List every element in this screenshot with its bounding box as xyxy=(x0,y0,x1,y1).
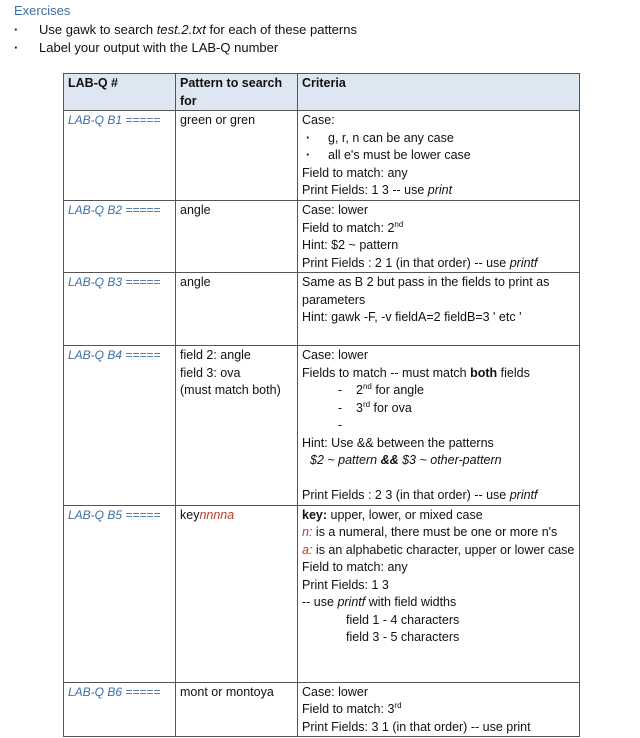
criteria-bullet: · g, r, n can be any case xyxy=(302,130,575,148)
criteria-line: Hint: Use && between the patterns xyxy=(302,435,494,450)
criteria-line: Case: lower xyxy=(302,684,368,699)
code-text: $2 ~ pattern xyxy=(310,453,378,467)
criteria-line xyxy=(302,182,575,200)
command-name: printf xyxy=(509,255,538,270)
criteria-line xyxy=(302,594,575,612)
instruction-text: for each of these patterns xyxy=(205,22,357,37)
criteria-line: Case: xyxy=(302,113,335,127)
pattern-text: key xyxy=(180,507,200,522)
criteria-line xyxy=(302,452,575,470)
instructions-list xyxy=(14,21,357,57)
command-name: printf xyxy=(337,595,366,609)
instruction-item: · Label your output with the LAB-Q number xyxy=(14,39,357,57)
criteria-line: Print Fields: 1 3 xyxy=(302,577,389,592)
criteria-line: Case: lower xyxy=(302,203,368,217)
code-operator: && xyxy=(380,453,399,467)
lab-q-cell: LAB-Q B1 ===== xyxy=(64,111,176,201)
criteria-cell xyxy=(298,682,580,737)
table-row xyxy=(64,201,580,273)
criteria-text: 2 xyxy=(356,383,363,397)
lab-q-cell: LAB-Q B3 ===== xyxy=(64,273,176,346)
command-name: printf xyxy=(509,488,538,502)
header-criteria: Criteria xyxy=(298,74,580,111)
ordinal-suffix: nd xyxy=(362,381,372,391)
criteria-text: Field to match: 2 xyxy=(302,220,395,235)
criteria-line: Hint: $2 ~ pattern xyxy=(302,238,399,252)
criteria-text: for angle xyxy=(371,383,424,397)
criteria-line xyxy=(302,524,575,542)
criteria-text: Field to match: 3 xyxy=(302,702,395,716)
criteria-line: Field to match: any xyxy=(302,560,408,574)
pattern-placeholder: nnnna xyxy=(199,507,235,522)
lab-q-cell: LAB-Q B4 ===== xyxy=(64,346,176,506)
criteria-text: Print Fields : 2 1 (in that order) -- use xyxy=(302,255,510,270)
criteria-text: is an alphabetic character, upper or lower case xyxy=(312,542,575,557)
table-row xyxy=(64,682,580,737)
criteria-text: with field widths xyxy=(365,595,457,609)
criteria-text: Fields to match -- must match xyxy=(302,365,471,380)
criteria-cell xyxy=(298,505,580,682)
pattern-cell: mont or montoya xyxy=(176,682,298,737)
ordinal-suffix: rd xyxy=(362,399,371,409)
criteria-line xyxy=(302,719,575,737)
criteria-line: Same as B 2 but pass in the fields to print as parameters xyxy=(302,275,550,307)
criteria-line xyxy=(302,220,575,238)
placeholder-label: a: xyxy=(302,542,313,557)
pattern-cell xyxy=(176,505,298,682)
header-lab-q: LAB-Q # xyxy=(64,74,176,111)
criteria-text: Print Fields : 2 3 (in that order) -- use xyxy=(302,488,510,502)
code-text: $3 ~ other-pattern xyxy=(402,453,502,467)
pattern-cell: angle xyxy=(176,201,298,273)
criteria-cell xyxy=(298,111,580,201)
table-row xyxy=(64,273,580,346)
criteria-text: 3 xyxy=(356,400,363,415)
criteria-cell xyxy=(298,201,580,273)
instruction-item xyxy=(14,21,357,39)
pattern-cell xyxy=(176,346,298,506)
emphasis-text: key: xyxy=(302,507,328,522)
criteria-dash-item xyxy=(302,417,575,435)
criteria-line: Field to match: any xyxy=(302,165,408,180)
criteria-line xyxy=(302,701,575,719)
criteria-dash-item xyxy=(302,382,575,400)
criteria-text: fields xyxy=(497,365,530,380)
table-row xyxy=(64,505,580,682)
criteria-line: Hint: gawk -F, -v fieldA=2 fieldB=3 ' etc ' xyxy=(302,310,522,324)
ordinal-suffix: nd xyxy=(394,219,404,229)
pattern-line: field 3: ova xyxy=(180,365,241,380)
criteria-text: Print Fields: 3 1 (in that order) -- use xyxy=(302,719,507,734)
criteria-text: is a numeral, there must be one or more n's xyxy=(312,525,558,539)
placeholder-label: n: xyxy=(302,525,313,539)
criteria-text: upper, lower, or mixed case xyxy=(327,507,483,522)
criteria-line: field 3 - 5 characters xyxy=(346,630,460,644)
exercises-table xyxy=(63,73,580,737)
criteria-line xyxy=(302,487,575,505)
criteria-dash-item xyxy=(302,400,575,418)
criteria-text: Print Fields: 1 3 -- use xyxy=(302,183,428,197)
table-row xyxy=(64,346,580,506)
file-name: test.2.txt xyxy=(156,22,206,37)
criteria-line xyxy=(302,365,575,383)
pattern-cell: green or gren xyxy=(176,111,298,201)
table-row xyxy=(64,111,580,201)
criteria-text: -- use xyxy=(302,595,338,609)
lab-q-cell: LAB-Q B2 ===== xyxy=(64,201,176,273)
criteria-text: for ova xyxy=(370,400,412,415)
command-name: print xyxy=(427,183,453,197)
pattern-line: (must match both) xyxy=(180,383,281,397)
criteria-line xyxy=(302,255,575,273)
ordinal-suffix: rd xyxy=(394,700,402,710)
criteria-cell xyxy=(298,346,580,506)
emphasis-text: both xyxy=(470,365,498,380)
table-header-row xyxy=(64,74,580,111)
criteria-line: field 1 - 4 characters xyxy=(346,612,460,627)
criteria-line xyxy=(302,507,575,525)
pattern-line: field 2: angle xyxy=(180,348,251,362)
lab-q-cell: LAB-Q B6 ===== xyxy=(64,682,176,737)
criteria-bullet: · all e's must be lower case xyxy=(302,147,575,165)
criteria-line xyxy=(302,542,575,560)
criteria-line: Case: lower xyxy=(302,348,368,362)
command-name: print xyxy=(506,719,531,734)
lab-q-cell: LAB-Q B5 ===== xyxy=(64,505,176,682)
instruction-text: Use gawk to search xyxy=(39,22,157,37)
criteria-spacer xyxy=(302,470,575,488)
exercises-heading: Exercises xyxy=(14,3,71,18)
criteria-cell xyxy=(298,273,580,346)
header-pattern: Pattern to search for xyxy=(176,74,298,111)
pattern-cell: angle xyxy=(176,273,298,346)
